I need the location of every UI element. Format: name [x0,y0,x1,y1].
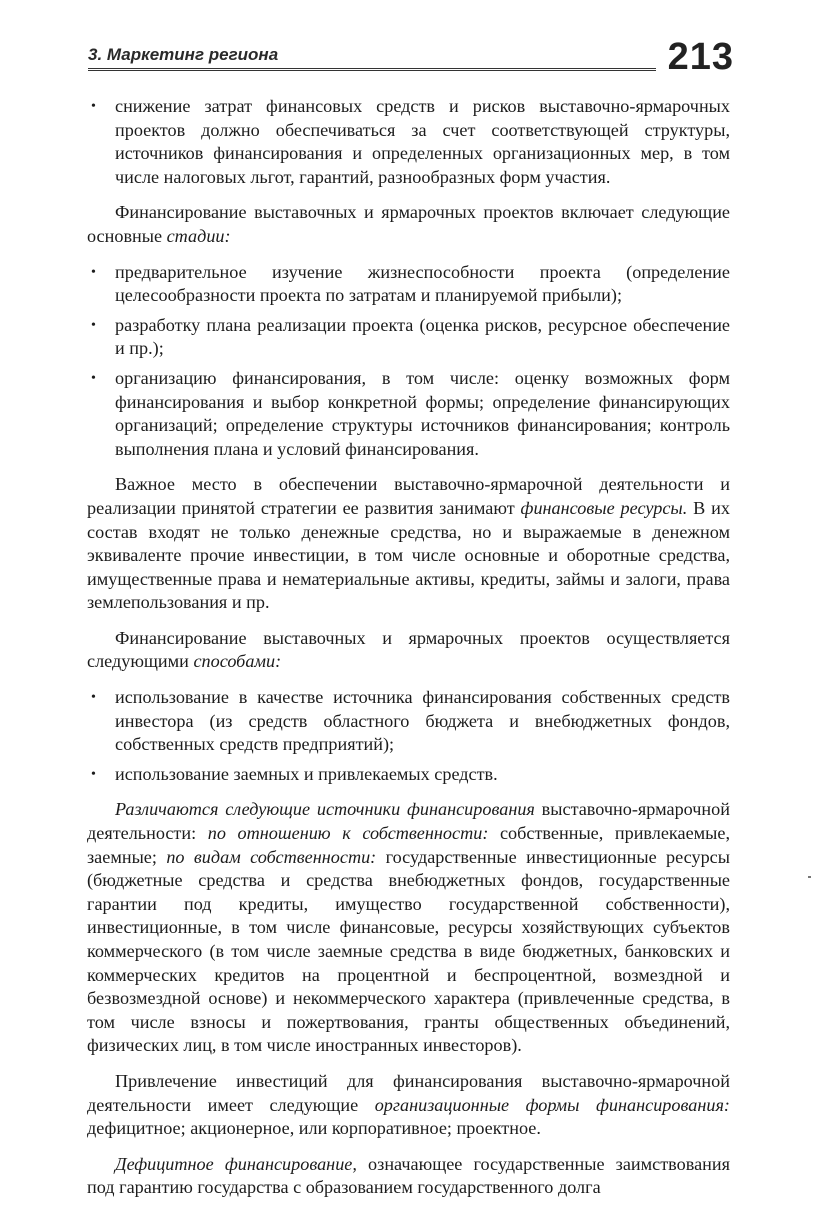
body-text [87,95,730,1212]
paragraph-methods: Финансирование выставочных и ярмарочных проектов осуществляется следующими способами: [87,627,730,672]
list-item: • снижение затрат финансовых средств и рисков выставочно-ярмарочных проектов должно обеспечиваться за счет соответствующей структуры, источников финансирования и определенных организационных мер, в том числе налоговых льгот, гарантий, разнообразных форм участия. [91,96,730,187]
paragraph-sources: Различаются следующие источники финансирования выставочно-ярмарочной деятельности: по отношению к собственности: собственные, привлекаемые, заемные; по видам собственности: государственные инвестиционные ресурсы (бюджетные средства и средства внебюджетных фондов, государственные гарантии под кредиты, имущество государственной собственности), инвестиционные, в том числе финансовые, ресурсы хозяйствующих субъектов коммерческого (в том числе заемные средства в виде бюджетных, банковских и коммерческих кредитов на процентной и беспроцентной, возмездной и безвозмездной основе) и некоммерческого характера (привлеченные средства, в том числе взносы и пожертвования, гранты общественных объединений, физических лиц, в том числе иностранных инвесторов). [87,799,730,1056]
paragraph-financial-resources: Важное место в обеспечении выставочно-ярмарочной деятельности и реализации принятой стратегии ее развития занимают финансовые ресурсы. В их состав входят не только денежные средства, но и выражаемые в денежном эквиваленте прочие инвестиции, в том числе основные и оборотные средства, имущественные права и нематериальные активы, кредиты, займы и залоги, права землепользования и пр. [87,474,730,613]
bullet-list-1 [87,95,730,189]
list-item: • предварительное изучение жизнеспособности проекта (определение целесообразности проекта по затратам и планируемой прибыли); [91,261,730,306]
page-number: 213 [667,36,734,78]
bullet-icon: • [91,370,96,386]
list-item: • использование в качестве источника финансирования собственных средств инвестора (из средств областного бюджета и внебюджетных фондов, собственных средств предприятий); [91,687,730,755]
running-title: 3. Маркетинг региона [88,45,279,64]
scan-speck [808,876,811,878]
bullet-icon: • [91,264,96,280]
list-item: • разработку плана реализации проекта (оценка рисков, ресурсное обеспечение и пр.); [91,314,730,359]
header-rule [88,68,656,71]
list-item: • организацию финансирования, в том числе: оценку возможных форм финансирования и выбор конкретной формы; определение финансирующих организаций; определение структуры источников финансирования; контроль выполнения плана и условий финансирования. [91,367,730,459]
paragraph-deficit-financing: Дефицитное финансирование, означающее государственные заимствования под гарантию государства с образованием государственного долга [87,1153,730,1198]
page-header [84,36,734,86]
paragraph-forms: Привлечение инвестиций для финансирования выставочно-ярмарочной деятельности имеет следующие организационные формы финансирования: дефицитное; акционерное, или корпоративное; проектное. [87,1070,730,1139]
bullet-list-3 [87,686,730,786]
bullet-list-2 [87,261,730,462]
bullet-icon: • [91,317,96,333]
list-item: • использование заемных и привлекаемых средств. [87,763,730,787]
bullet-icon: • [91,99,96,114]
bullet-icon: • [91,690,96,706]
bullet-icon: • [91,766,96,782]
paragraph-stages: Финансирование выставочных и ярмарочных проектов включает следующие основные стадии: [87,202,730,246]
